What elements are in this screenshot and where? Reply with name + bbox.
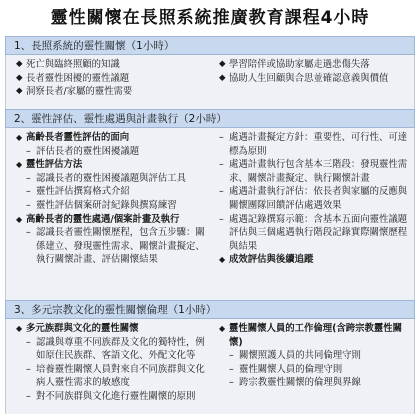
list-group-title: ◆ 高齡長者靈性評估的面向 bbox=[16, 132, 130, 143]
dash-bullet-icon: – bbox=[26, 145, 31, 157]
dash-bullet-icon: – bbox=[229, 377, 234, 389]
section-2-right-column bbox=[211, 128, 414, 300]
list-item: – 對不同族群與文化進行靈性關懷的原則 bbox=[26, 390, 196, 402]
list-item: – 跨宗教靈性關懷的倫理與界線 bbox=[229, 377, 361, 389]
dash-bullet-icon: – bbox=[219, 213, 224, 225]
diamond-bullet-icon: ◆ bbox=[219, 72, 226, 83]
dash-bullet-icon: – bbox=[219, 186, 224, 198]
section-2-left-column bbox=[6, 128, 211, 300]
list-group-title: ◆ 靈性評估方法 bbox=[16, 159, 83, 171]
list-group-title: ◆ 靈性關懷人員的工作倫理(含跨宗教靈性關懷) bbox=[219, 323, 403, 348]
section-1-body bbox=[5, 55, 415, 109]
dash-bullet-icon: – bbox=[229, 350, 234, 362]
list-item: – 關懷照護人員的共同倫理守則 bbox=[229, 350, 361, 362]
list-item: – 認識與尊重不同族群及文化的獨特性，例如原住民族群、客語文化、外配文化等 bbox=[26, 336, 205, 362]
section-2-body bbox=[5, 128, 415, 300]
diamond-bullet-icon: ◆ bbox=[219, 59, 226, 69]
list-item: – 靈性關懷人員的倫理守則 bbox=[229, 363, 343, 375]
dash-bullet-icon: – bbox=[219, 159, 224, 171]
dash-bullet-icon: – bbox=[26, 186, 31, 198]
dash-bullet-icon: – bbox=[26, 336, 31, 348]
list-group-title: ◆ 多元族群與文化的靈性關懷 bbox=[16, 323, 139, 334]
diamond-bullet-icon: ◆ bbox=[16, 214, 23, 224]
dash-bullet-icon: – bbox=[26, 363, 31, 375]
dash-bullet-icon: – bbox=[229, 363, 234, 375]
list-item: – 評估長者的靈性困擾議題 bbox=[26, 145, 140, 157]
list-item: – 靈性評估撰寫格式介紹 bbox=[26, 186, 130, 198]
list-item: ◆ 長者靈性困擾的靈性議題 bbox=[16, 72, 130, 84]
section-1-right-column bbox=[211, 55, 414, 109]
diamond-bullet-icon: ◆ bbox=[219, 255, 226, 265]
page-title: 靈性關懷在長照系統推廣教育課程4小時 bbox=[50, 8, 370, 28]
diamond-bullet-icon: ◆ bbox=[16, 59, 23, 69]
diamond-bullet-icon: ◆ bbox=[219, 324, 226, 333]
diamond-bullet-icon: ◆ bbox=[16, 160, 23, 170]
section-1-header: 1、長照系統的靈性關懷（1小時） bbox=[5, 36, 415, 55]
list-item: ◆ 學習陪伴或協助家屬走過悲傷失落 bbox=[219, 59, 370, 70]
list-group-title: ◆ 高齡長者的靈性處遇/個案計畫及執行 bbox=[16, 213, 180, 225]
section-3 bbox=[0, 300, 420, 414]
dash-bullet-icon: – bbox=[26, 172, 31, 184]
section-2-header: 2、靈性評估、靈性處遇與計畫執行（2小時） bbox=[5, 109, 415, 128]
dash-bullet-icon: – bbox=[26, 390, 31, 402]
list-item: – 認識長者的靈性困擾議題與評估工具 bbox=[26, 172, 187, 184]
list-item: – 處遇計畫執行包含基本三階段：發現靈性需求、關懷計畫擬定、執行關懷計畫 bbox=[219, 159, 408, 184]
section-1-left-column bbox=[6, 55, 211, 109]
list-item: – 靈性評估個案研討紀錄與撰寫練習 bbox=[26, 199, 177, 211]
diamond-bullet-icon: ◆ bbox=[16, 324, 23, 333]
section-3-body bbox=[5, 319, 415, 414]
list-group-title: ◆ 成效評估與後續追蹤 bbox=[219, 254, 314, 266]
list-item: – 處遇計畫擬定方針：重要性、可行性、可達標為原則 bbox=[219, 132, 408, 157]
section-2 bbox=[0, 109, 420, 300]
list-item: – 認識長者靈性關懷歷程，包含五步驟：關係建立、發現靈性需求、關懷計畫擬定、執行關懷計畫、評估關懷結果 bbox=[26, 227, 205, 266]
list-item: – 處遇計畫執行評估：依長者與家屬的反應與關懷團隊回饋評估處遇效果 bbox=[219, 186, 408, 211]
diamond-bullet-icon: ◆ bbox=[16, 86, 23, 97]
dash-bullet-icon: – bbox=[26, 199, 31, 211]
list-item: – 培養靈性關懷人員對來自不同族群與文化病人靈性需求的敏感度 bbox=[26, 363, 205, 389]
diamond-bullet-icon: ◆ bbox=[16, 133, 23, 142]
dash-bullet-icon: – bbox=[26, 227, 31, 239]
list-item: ◆ 協助人生回顧與合思並確認意義與價值 bbox=[219, 72, 389, 84]
section-3-right-column bbox=[211, 319, 414, 414]
list-item: ◆ 洞察長者/家屬的靈性需要 bbox=[16, 86, 133, 98]
list-item: – 處遇記錄撰寫示範：含基本五面向靈性議題評估與三個處遇執行階段記錄實際關懷歷程與結果 bbox=[219, 213, 408, 252]
section-1 bbox=[0, 36, 420, 109]
list-item: ◆ 死亡與臨終照顧的知識 bbox=[16, 59, 120, 70]
dash-bullet-icon: – bbox=[219, 132, 224, 143]
diamond-bullet-icon: ◆ bbox=[16, 72, 23, 83]
section-3-header: 3、多元宗教文化的靈性關懷倫理（1小時） bbox=[5, 300, 415, 319]
section-3-left-column bbox=[6, 319, 211, 414]
